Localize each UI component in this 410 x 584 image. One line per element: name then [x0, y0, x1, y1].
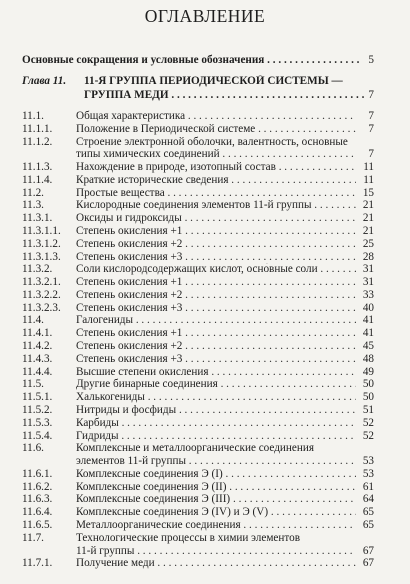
toc-entry-number: 11.1.3.: [22, 161, 53, 174]
toc-intro-entry[interactable]: [22, 54, 374, 67]
toc-entry[interactable]: [22, 187, 374, 200]
toc-entry-number: 11.2.: [22, 186, 44, 199]
toc-entry-title: Комплексные соединения Э (III) . . .: [76, 493, 356, 506]
chapter-page: 7: [368, 89, 374, 101]
toc-entry[interactable]: [22, 110, 374, 123]
toc-entry-page: 7: [368, 148, 374, 161]
toc-entry-title: Оксиды и гидроксиды . . .: [76, 212, 356, 225]
toc-entry-page: 11: [363, 173, 374, 186]
toc-entry-number: 11.3.1.2.: [22, 237, 61, 250]
toc-entry-title: элементов 11-й группы . . .: [76, 455, 356, 468]
toc-entry[interactable]: [22, 417, 374, 430]
toc-entry[interactable]: [22, 174, 374, 187]
toc-entry-page: 50: [362, 391, 374, 404]
toc-entry-page: 33: [362, 288, 374, 301]
chapter-label: Глава 11.: [22, 75, 67, 87]
toc-entry-page: 67: [362, 557, 374, 570]
toc-entry-page: 5: [368, 54, 374, 66]
toc-entry-page: 28: [362, 250, 374, 263]
toc-entry-title: Степень окисления +3 . . .: [76, 251, 356, 264]
toc-entry[interactable]: [22, 404, 374, 417]
toc-entry-number: 11.5.3.: [22, 416, 53, 429]
chapter-title-line2: ГРУППА МЕДИ . . .: [84, 89, 368, 102]
toc-entry-title: Металлоорганические соединения . . .: [76, 519, 356, 532]
toc-entry-title: Краткие исторические сведения . . .: [76, 174, 356, 187]
toc-entry[interactable]: [22, 251, 374, 264]
toc-chapter-heading-cont[interactable]: [22, 89, 374, 102]
toc-entry[interactable]: [22, 391, 374, 404]
toc-entry-number: 11.4.1.: [22, 327, 53, 340]
toc-entry-number: 11.6.4.: [22, 506, 53, 519]
chapter-title-line1: 11-Я ГРУППА ПЕРИОДИЧЕСКОЙ СИСТЕМЫ —: [84, 75, 343, 87]
toc-entry-page: 64: [362, 493, 374, 506]
toc-entry-page: 31: [362, 276, 374, 289]
toc-entry-page: 7: [368, 110, 374, 122]
toc-entry-title: Халькогениды . . .: [76, 391, 356, 404]
toc-entry-title: Карбиды . . .: [76, 417, 356, 430]
toc-entry[interactable]: [22, 378, 374, 391]
toc-entry-title: Другие бинарные соединения . . .: [76, 378, 356, 391]
toc-entry-page: 25: [362, 237, 374, 250]
toc-entry-page: 67: [362, 544, 374, 557]
toc-entry-number: 11.6.: [22, 442, 44, 455]
toc-entry-number: 11.6.2.: [22, 480, 53, 493]
toc-entry[interactable]: [22, 353, 374, 366]
toc-entry-page: 52: [362, 429, 374, 442]
toc-entry-number: 11.4.: [22, 314, 44, 327]
toc-entry-title: Простые вещества . . .: [76, 187, 356, 200]
toc-entry-title: Основные сокращения и условные обозначения . . .: [22, 54, 362, 67]
toc-entry-number: 11.4.3.: [22, 352, 53, 365]
toc-entry-number: 11.6.1.: [22, 467, 53, 480]
toc-entry-title: Положение в Периодической системе . . .: [76, 123, 356, 136]
toc-entry-page: 51: [362, 403, 374, 416]
toc-entry[interactable]: [22, 238, 374, 251]
toc-entry-page: 45: [362, 340, 374, 353]
toc-entry-title: Высшие степени окисления . . .: [76, 366, 356, 379]
toc-entry-number: 11.6.5.: [22, 518, 53, 531]
toc-entry[interactable]: [22, 148, 374, 161]
toc-entry[interactable]: [22, 545, 374, 558]
toc-entry-title: Степень окисления +1 . . .: [76, 225, 356, 238]
page-title: ОГЛАВЛЕНИЕ: [144, 6, 266, 26]
toc-entry-number: 11.6.3.: [22, 493, 53, 506]
toc-entry-title: Галогениды . . .: [76, 314, 356, 327]
toc-entry-page: 15: [362, 186, 374, 199]
toc-entry-title: Кислородные соединения элементов 11-й группы . . .: [76, 199, 356, 212]
toc-entry-number: 11.5.4.: [22, 429, 53, 442]
toc-entry-title: 11-й группы . . .: [76, 545, 356, 558]
toc-entry-page: 40: [362, 301, 374, 314]
toc-entry[interactable]: [22, 532, 374, 545]
toc-entry-title: Технологические процессы в химии элементов: [76, 531, 300, 544]
toc-entry-title: Нитриды и фосфиды . . .: [76, 404, 356, 417]
toc-entry[interactable]: [22, 225, 374, 238]
toc-entry-title: Соли кислородсодержащих кислот, осно́вные соли . . .: [76, 263, 356, 276]
toc-entry[interactable]: [22, 199, 374, 212]
toc-entry[interactable]: [22, 366, 374, 379]
toc-entry-number: 11.3.1.3.: [22, 250, 61, 263]
toc-entry-number: 11.5.: [22, 378, 44, 391]
toc-entry-page: 41: [362, 327, 374, 340]
toc-entry-number: 11.3.2.: [22, 263, 53, 276]
toc-entry-number: 11.3.1.1.: [22, 225, 61, 238]
toc-entry-page: 31: [362, 263, 374, 276]
toc-entry-number: 11.3.2.1.: [22, 276, 61, 289]
toc-entry[interactable]: [22, 327, 374, 340]
toc-entry[interactable]: [22, 468, 374, 481]
toc-entry-title: Степень окисления +2 . . .: [76, 238, 356, 251]
toc-entry-title: Комплексные соединения Э (IV) и Э (V) . . .: [76, 506, 356, 519]
toc-entry-title: Нахождение в природе, изотопный состав . . .: [76, 161, 356, 174]
toc-entry-page: 65: [362, 506, 374, 519]
toc-entry-page: 41: [362, 314, 374, 327]
toc-entry[interactable]: [22, 481, 374, 494]
toc-entry[interactable]: [22, 123, 374, 136]
toc-entry-title: Степень окисления +2 . . .: [76, 289, 356, 302]
toc-entry[interactable]: [22, 557, 374, 570]
toc-entry-page: 21: [362, 212, 374, 225]
toc-entry-title: Комплексные и металлоорганические соединения: [76, 442, 314, 455]
toc-entry-page: 61: [362, 480, 374, 493]
toc-entry-number: 11.3.2.2.: [22, 288, 61, 301]
toc-entry-page: 11: [363, 161, 374, 174]
toc-entry-number: 11.3.1.: [22, 212, 53, 225]
toc-entry-title: Степень окисления +3 . . .: [76, 302, 356, 315]
toc-entry-number: 11.3.: [22, 199, 44, 212]
toc-entry-page: 65: [362, 518, 374, 531]
toc-entry[interactable]: [22, 455, 374, 468]
toc-entry[interactable]: [22, 430, 374, 443]
toc-entry-page: 7: [368, 122, 374, 135]
toc-entry[interactable]: [22, 289, 374, 302]
toc-entry-page: 21: [362, 225, 374, 238]
toc-entry-title: Общая характеристика . . .: [76, 110, 356, 123]
toc-entry-page: 49: [362, 365, 374, 378]
toc-entry-title: Строение электронной оболочки, валентность, основные: [76, 135, 348, 148]
toc-entry[interactable]: [22, 506, 374, 519]
toc-entry-number: 11.4.4.: [22, 365, 53, 378]
toc-entry-page: 50: [362, 378, 374, 391]
toc-entry-title: Степень окисления +2 . . .: [76, 340, 356, 353]
toc-entry-number: 11.1.: [22, 110, 44, 122]
toc-entry-page: 53: [362, 467, 374, 480]
toc-entry-number: 11.5.1.: [22, 391, 53, 404]
toc-entry[interactable]: [22, 314, 374, 327]
toc-entry[interactable]: [22, 519, 374, 532]
toc-entry[interactable]: [22, 136, 374, 149]
toc-entry-title: типы химических соединений . . .: [76, 148, 356, 161]
toc-entry-page: 21: [362, 199, 374, 212]
toc-entry-title: Комплексные соединения Э (I) . . .: [76, 468, 356, 481]
toc-entry[interactable]: [22, 442, 374, 455]
toc-entry-number: 11.1.2.: [22, 135, 53, 148]
toc-entry-page: 48: [362, 352, 374, 365]
toc-entry-title: Степень окисления +1 . . .: [76, 276, 356, 289]
toc-entry[interactable]: [22, 493, 374, 506]
toc-entry-number: 11.4.2.: [22, 340, 53, 353]
toc-entry-number: 11.7.: [22, 531, 44, 544]
toc-entry-title: Степень окисления +3 . . .: [76, 353, 356, 366]
toc-entry-title: Степень окисления +1 . . .: [76, 327, 356, 340]
toc-chapter-heading[interactable]: [22, 75, 374, 88]
toc-entry[interactable]: [22, 302, 374, 315]
toc-entry-title: Комплексные соединения Э (II) . . .: [76, 481, 356, 494]
toc-entry-number: 11.1.4.: [22, 173, 53, 186]
toc-entry[interactable]: [22, 161, 374, 174]
toc-entry[interactable]: [22, 263, 374, 276]
toc-entry[interactable]: [22, 276, 374, 289]
toc-entry-title: Гидриды . . .: [76, 430, 356, 443]
toc-entry-number: 11.1.1.: [22, 122, 53, 135]
toc-entry[interactable]: [22, 212, 374, 225]
toc-entry-number: 11.7.1.: [22, 557, 53, 570]
toc-entry-page: 52: [362, 416, 374, 429]
toc-entry[interactable]: [22, 340, 374, 353]
toc-entry-number: 11.5.2.: [22, 403, 53, 416]
toc-entry-title: Получение меди . . .: [76, 557, 356, 570]
toc-entry-page: 53: [362, 455, 374, 468]
toc-entry-number: 11.3.2.3.: [22, 301, 61, 314]
